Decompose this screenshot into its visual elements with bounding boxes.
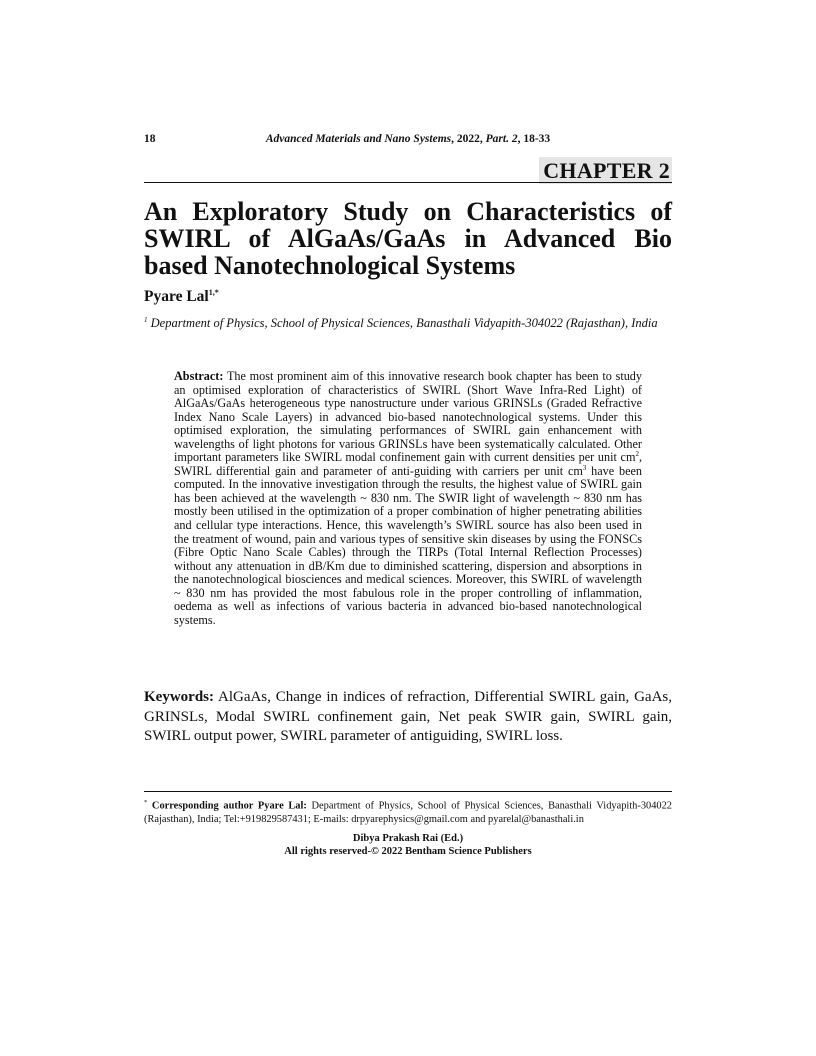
affiliation-marker: 1 xyxy=(144,316,148,324)
chapter-label: CHAPTER 2 xyxy=(539,157,672,184)
abstract-sup-2: 3 xyxy=(582,463,587,472)
abstract-label: Abstract: xyxy=(174,369,224,383)
abstract-sup-1: 2 xyxy=(635,450,639,459)
chapter-title: An Exploratory Study on Characteristics of SWIRL of AlGaAs/GaAs in Advanced Bio based Nanotechnological Systems xyxy=(144,197,672,280)
editor-line: Dibya Prakash Rai (Ed.) xyxy=(352,833,464,844)
journal-year: , 2022, xyxy=(451,133,486,145)
footnote-marker: * xyxy=(144,799,148,806)
keywords-label: Keywords: xyxy=(144,689,214,705)
page-number: 18 xyxy=(144,133,156,145)
header-divider xyxy=(144,182,672,183)
affiliation-text: Department of Physics, School of Physical Sciences, Banasthali Vidyapith-304022 (Rajasthan), India xyxy=(147,316,658,331)
author-name: Pyare Lal xyxy=(144,288,209,306)
abstract-text-1: The most prominent aim of this innovative research book chapter has been to study an optimised exploration of characteristics of SWIRL (Short Wave Infra-Red Light) of AlGaAs/GaAs heterogeneous type nanostructure under various GRINSLs (Graded Refractive Index Nano Scale Layers) in advanced bio-based nanotechnological systems. Under this optimised exploration, the simulating performances of SWIRL gain enhancement with wavelengths of light photons for various GRINSLs have been systematically calculated. Other important parameters like SWIRL modal confinement gain with current densities per unit cm xyxy=(174,369,642,465)
footnote xyxy=(144,796,672,826)
abstract xyxy=(174,370,642,627)
footnote-label: Corresponding author Pyare Lal: xyxy=(147,800,307,812)
keywords-text: AlGaAs, Change in indices of refraction, Differential SWIRL gain, GaAs, GRINSLs, Modal SWIRL confinement gain, Net peak SWIR gain, SWIRL gain, SWIRL output power, SWIRL parameter of antiguiding, SWIRL loss. xyxy=(144,689,672,744)
journal-pages: , 18-33 xyxy=(517,133,551,145)
journal-name: Advanced Materials and Nano Systems xyxy=(265,133,452,145)
copyright-line: All rights reserved-© 2022 Bentham Science Publishers xyxy=(284,846,532,857)
keywords xyxy=(144,688,672,747)
journal-citation xyxy=(144,133,672,145)
author-marker: 1,* xyxy=(208,288,219,297)
publisher-block xyxy=(144,832,672,858)
author xyxy=(144,288,219,306)
journal-part: Part. 2 xyxy=(485,133,518,145)
footnote-divider xyxy=(144,791,672,792)
footnote-text: Department of Physics, School of Physical Sciences, Banasthali Vidyapith-304022 (Rajasthan), India; Tel:+919829587431; E-mails: drpyarephysics@gmail.com and pyarelal@banasthali.in xyxy=(144,800,672,825)
abstract-text-3: have been computed. In the innovative investigation through the results, the highest value of SWIRL gain has been achieved at the wavelength ~ 830 nm. The SWIR light of wavelength ~ 830 nm has mostly been utilised in the optimization of a proper combination of higher penetrating abilities and cellular type interactions. Hence, this wavelength’s SWIRL source has also been used in the treatment of wound, pain and various types of sensitive skin diseases by using the FONSCs (Fibre Optic Nano Scale Cables) through the TIRPs (Total Internal Reflection Processes) without any attenuation in dB/Km due to diminished scattering, dispersion and absorptions in the nanotechnological biosciences and medical sciences. Moreover, this SWIRL of wavelength ~ 830 nm has provided the most fabulous role in the proper controlling of inflammation, oedema as well as infections of various bacteria in advanced bio-based nanotechnological systems. xyxy=(174,463,642,627)
abstract-text-2: , SWIRL differential gain and parameter of anti-guiding with carriers per unit cm xyxy=(174,450,642,478)
affiliation xyxy=(144,313,672,331)
